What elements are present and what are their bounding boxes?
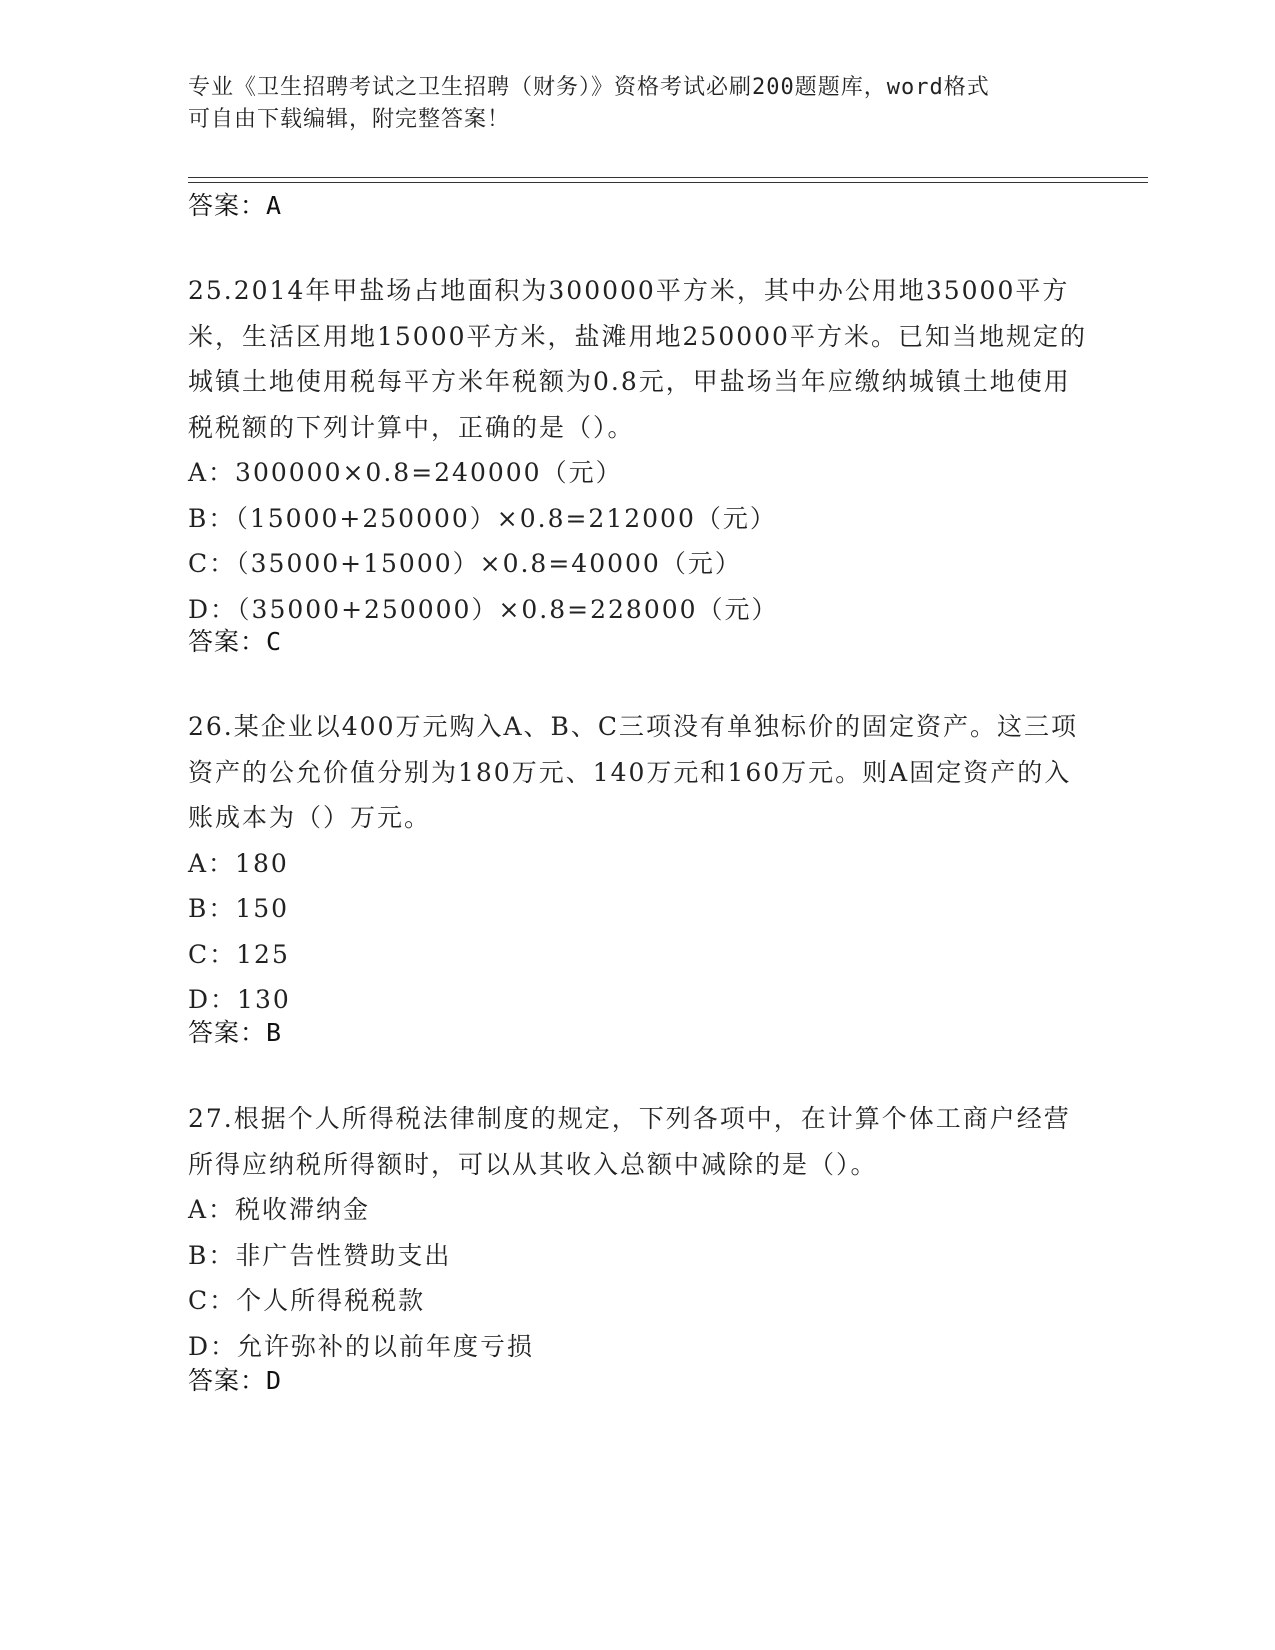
option-d: D：130	[188, 985, 291, 1014]
option-a: A：税收滞纳金	[188, 1195, 371, 1224]
answer-27: 答案：D	[188, 1366, 283, 1395]
option-d: D：允许弥补的以前年度亏损	[188, 1331, 535, 1361]
question-stem: 26.某企业以400万元购入A、B、C三项没有单独标价的固定资产。这三项资产的公允价值分别为180万元、140万元和160万元。则A固定资产的入账成本为（）万元。	[188, 712, 1079, 832]
option-b: B：非广告性赞助支出	[188, 1240, 452, 1270]
answer-25: 答案：C	[188, 627, 283, 656]
option-a: A：300000×0.8=240000（元）	[188, 458, 623, 487]
header-divider-bottom	[188, 182, 1148, 183]
option-a: A：180	[188, 848, 289, 878]
question-25	[188, 268, 1088, 632]
header-line-2: 可自由下载编辑，附完整答案！	[188, 107, 511, 132]
header-line-1: 专业《卫生招聘考试之卫生招聘（财务）》资格考试必刷200题题库，word格式	[188, 75, 990, 100]
question-26	[188, 704, 1088, 1023]
option-c: C：（35000+15000）×0.8=40000（元）	[188, 549, 742, 578]
header-divider-top	[188, 177, 1148, 178]
option-d: D：（35000+250000）×0.8=228000（元）	[188, 594, 779, 624]
question-stem: 27.根据个人所得税法律制度的规定，下列各项中，在计算个体工商户经营所得应纳税所得额时，可以从其收入总额中减除的是（）。	[188, 1104, 1071, 1179]
option-b: B：150	[188, 894, 290, 923]
option-c: C：125	[188, 939, 290, 969]
page-header	[188, 72, 1088, 136]
question-27	[188, 1096, 1088, 1369]
option-b: B：（15000+250000）×0.8=212000（元）	[188, 503, 777, 533]
question-stem: 25.2014年甲盐场占地面积为300000平方米，其中办公用地35000平方米，生活区用地15000平方米，盐滩用地250000平方米。已知当地规定的城镇土地使用税每平方米年税额为0.8元，甲盐场当年应缴纳城镇土地使用税税额的下列计算中，正确的是（）。	[188, 276, 1087, 442]
option-c: C：个人所得税税款	[188, 1286, 426, 1315]
answer-26: 答案：B	[188, 1018, 283, 1047]
previous-answer: 答案：A	[188, 191, 283, 220]
